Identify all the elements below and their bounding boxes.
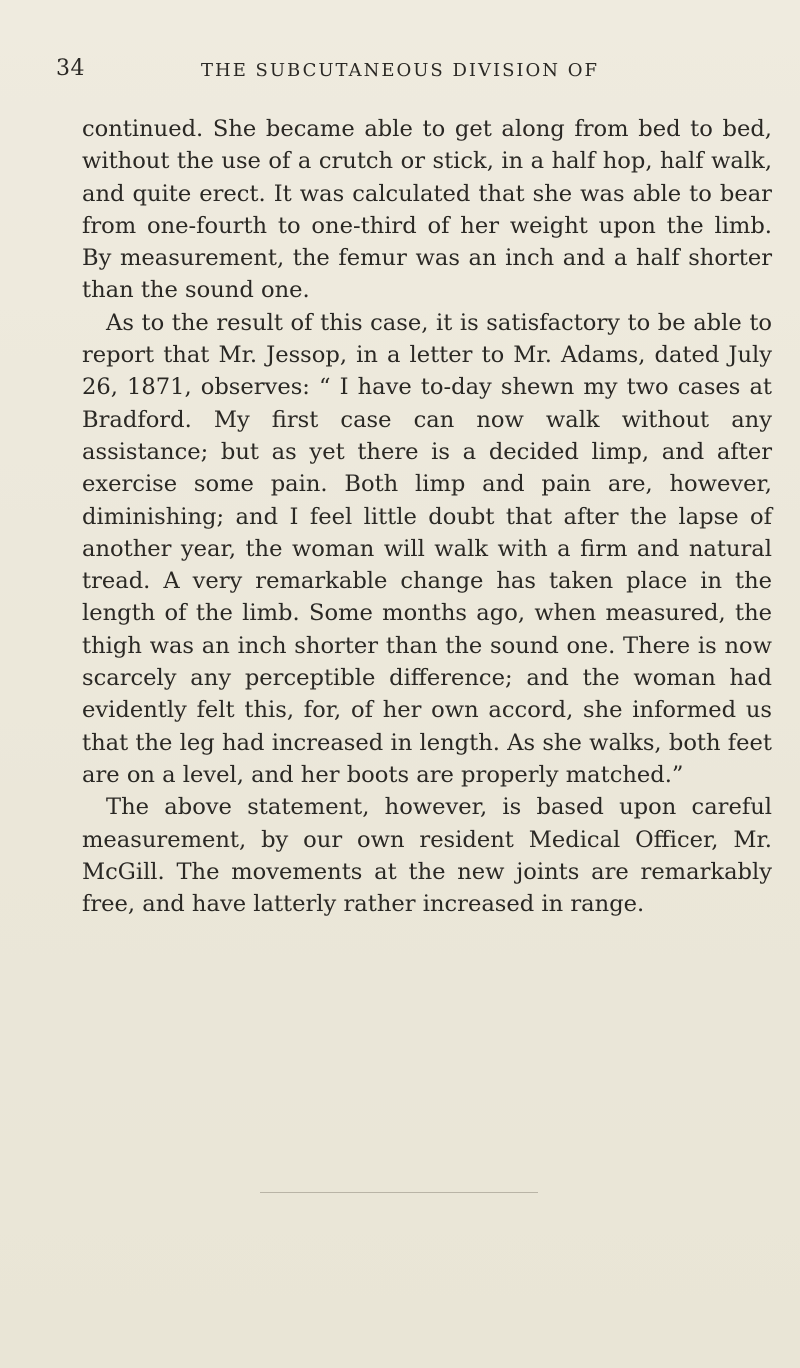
paragraph-1: continued. She became able to get along from bed to bed, without the use of a crutch or stick, in a half hop, half walk, and quite erect. It was calculated that she was able to bear from one-fourth to one-third of her weight upon the limb. By measurement, the femur was an inch and a half shorter than the sound one. <box>82 116 772 304</box>
page-number: 34 <box>56 56 85 81</box>
running-title: THE SUBCUTANEOUS DIVISION OF <box>200 60 600 81</box>
body-text <box>82 113 772 920</box>
paragraph-2: As to the result of this case, it is satisfactory to be able to report that Mr. Jessop, in a letter to Mr. Adams, dated July 26, 1871, observes: “ I have to-day shewn my two cases at Bradford. My first case can now walk without any assistance; but as yet there is a decided limp, and after exercise some pain. Both limp and pain are, however, diminishing; and I feel little doubt that after the lapse of another year, the woman will walk with a firm and natural tread. A very remarkable change has taken place in the length of the limb. Some months ago, when measured, the thigh was an inch shorter than the sound one. There is now scarcely any perceptible difference; and the woman had evidently felt this, for, of her own accord, she informed us that the leg had increased in length. As she walks, both feet are on a level, and her boots are properly matched.” <box>82 309 772 788</box>
paragraph-3: The above statement, however, is based upon careful measurement, by our own resident Medical Officer, Mr. McGill. The movements at the new joints are remarkably free, and have latterly rather increased in range. <box>82 794 772 918</box>
section-divider <box>260 1192 538 1193</box>
